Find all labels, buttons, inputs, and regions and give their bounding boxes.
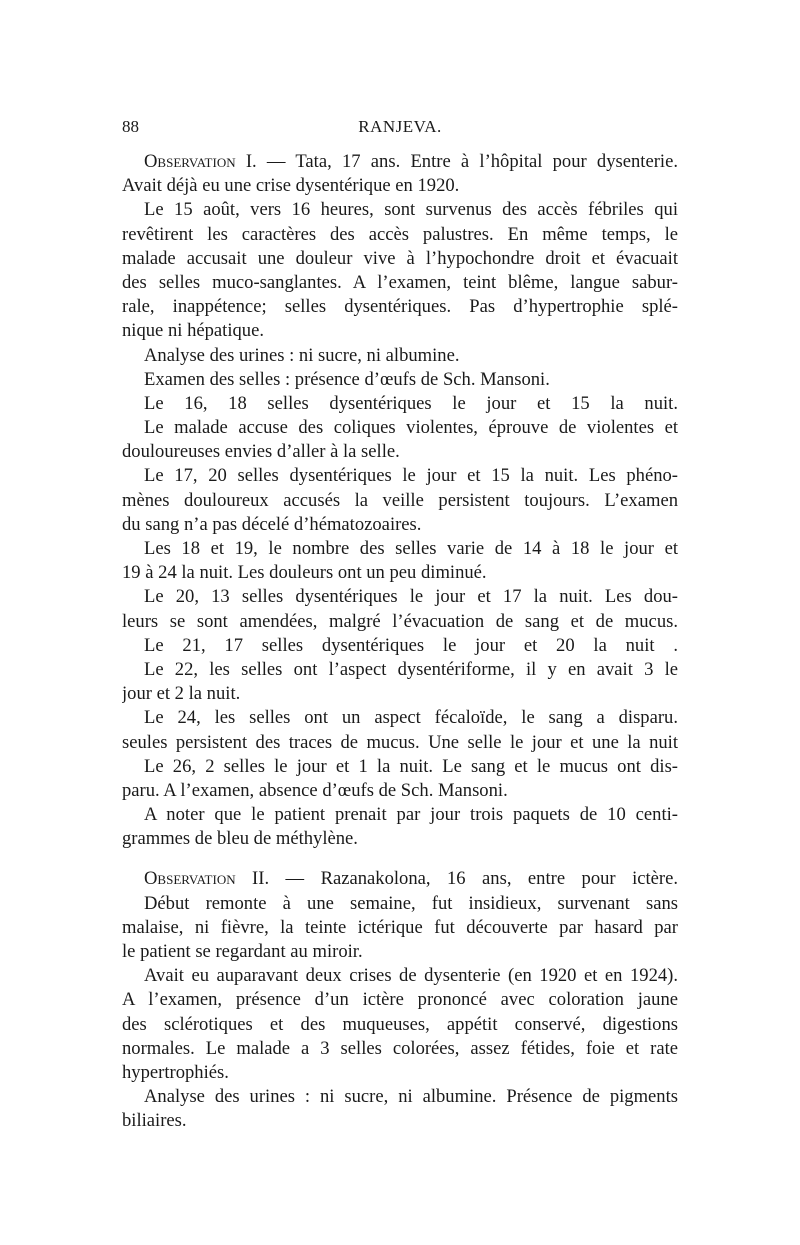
- text-line: des selles muco-sanglantes. A l’examen, teint blême, langue sabur-: [122, 271, 678, 293]
- text-line: Le 22, les selles ont l’aspect dysentériforme, il y en avait 3 le: [144, 658, 678, 680]
- text-line: des sclérotiques et des muqueuses, appétit conservé, digestions: [122, 1013, 678, 1035]
- text-line: Analyse des urines : ni sucre, ni albumine. Présence de pigments: [144, 1086, 678, 1108]
- text-line: seules persistent des traces de mucus. Une selle le jour et une la nuit: [122, 731, 678, 753]
- text-line: A noter que le patient prenait par jour trois paquets de 10 centi-: [144, 804, 678, 826]
- text-line: jour et 2 la nuit.: [122, 683, 241, 705]
- observation-1: [122, 150, 678, 851]
- observation-label: Observation: [144, 151, 236, 172]
- text-line: Le 24, les selles ont un aspect fécaloïde, le sang a disparu.: [144, 707, 678, 729]
- text-line: grammes de bleu de méthylène.: [122, 828, 358, 850]
- text-line: Le 15 août, vers 16 heures, sont survenus des accès fébriles qui: [144, 199, 678, 221]
- text-line: Le 21, 17 selles dysentériques le jour et 20 la nuit .: [144, 634, 678, 656]
- text-line: Début remonte à une semaine, fut insidieux, survenant sans: [144, 892, 678, 914]
- page-number: 88: [122, 117, 139, 136]
- running-head: RANJEVA.: [358, 117, 442, 136]
- text-line: paru. A l’examen, absence d’œufs de Sch. Mansoni.: [122, 779, 508, 801]
- text-line: Observation I. — Tata, 17 ans. Entre à l’hôpital pour dysenterie.: [144, 151, 678, 172]
- text-line: Le 20, 13 selles dysentériques le jour et 17 la nuit. Les dou-: [144, 586, 678, 608]
- text-line: A l’examen, présence d’un ictère prononcé avec coloration jaune: [122, 989, 678, 1011]
- text-line: mènes douloureux accusés la veille persistent toujours. L’examen: [122, 489, 678, 511]
- text-line: malade accusait une douleur vive à l’hypochondre droit et évacuait: [122, 247, 678, 269]
- observation-label: Observation: [144, 868, 236, 890]
- text-line: Les 18 et 19, le nombre des selles varie de 14 à 18 le jour et: [144, 538, 678, 559]
- text-line: nique ni hépatique.: [122, 320, 264, 342]
- text-line: du sang n’a pas décelé d’hématozoaires.: [122, 513, 422, 535]
- text-line: Avait eu auparavant deux crises de dysenterie (en 1920 et en 1924).: [144, 965, 678, 987]
- text-line: rale, inappétence; selles dysentériques. Pas d’hypertrophie splé-: [122, 296, 678, 318]
- text-line: hypertrophiés.: [122, 1061, 229, 1083]
- body-text: [122, 150, 678, 1134]
- text-line: Analyse des urines : ni sucre, ni albumine.: [144, 344, 460, 366]
- text-line: biliaires.: [122, 1110, 187, 1132]
- text-line: revêtirent les caractères des accès palustres. En même temps, le: [122, 223, 678, 245]
- text-line: Le 16, 18 selles dysentériques le jour et 15 la nuit.: [144, 392, 678, 414]
- observation-2: [122, 867, 678, 1133]
- text-line: le patient se regardant au miroir.: [122, 941, 363, 962]
- text-line: 19 à 24 la nuit. Les douleurs ont un peu diminué.: [122, 562, 487, 584]
- text-line: Examen des selles : présence d’œufs de Sch. Mansoni.: [144, 368, 550, 390]
- text-line: Le 26, 2 selles le jour et 1 la nuit. Le sang et le mucus ont dis-: [144, 755, 678, 777]
- text-line: malaise, ni fièvre, la teinte ictérique fut découverte par hasard par: [122, 916, 678, 938]
- page-header: [122, 117, 678, 141]
- text-line: Observation II. — Razanakolona, 16 ans, entre pour ictère.: [144, 868, 678, 890]
- text-line: Avait déjà eu une crise dysentérique en 1920.: [122, 175, 460, 197]
- text-line: leurs se sont amendées, malgré l’évacuation de sang et de mucus.: [122, 610, 678, 632]
- text-line: Le malade accuse des coliques violentes, éprouve de violentes et: [144, 417, 678, 439]
- text-line: Le 17, 20 selles dysentériques le jour et 15 la nuit. Les phéno-: [144, 465, 678, 487]
- text-line: douloureuses envies d’aller à la selle.: [122, 441, 400, 463]
- text-line: normales. Le malade a 3 selles colorées, assez fétides, foie et rate: [122, 1037, 678, 1059]
- paragraph-gap: [122, 851, 678, 867]
